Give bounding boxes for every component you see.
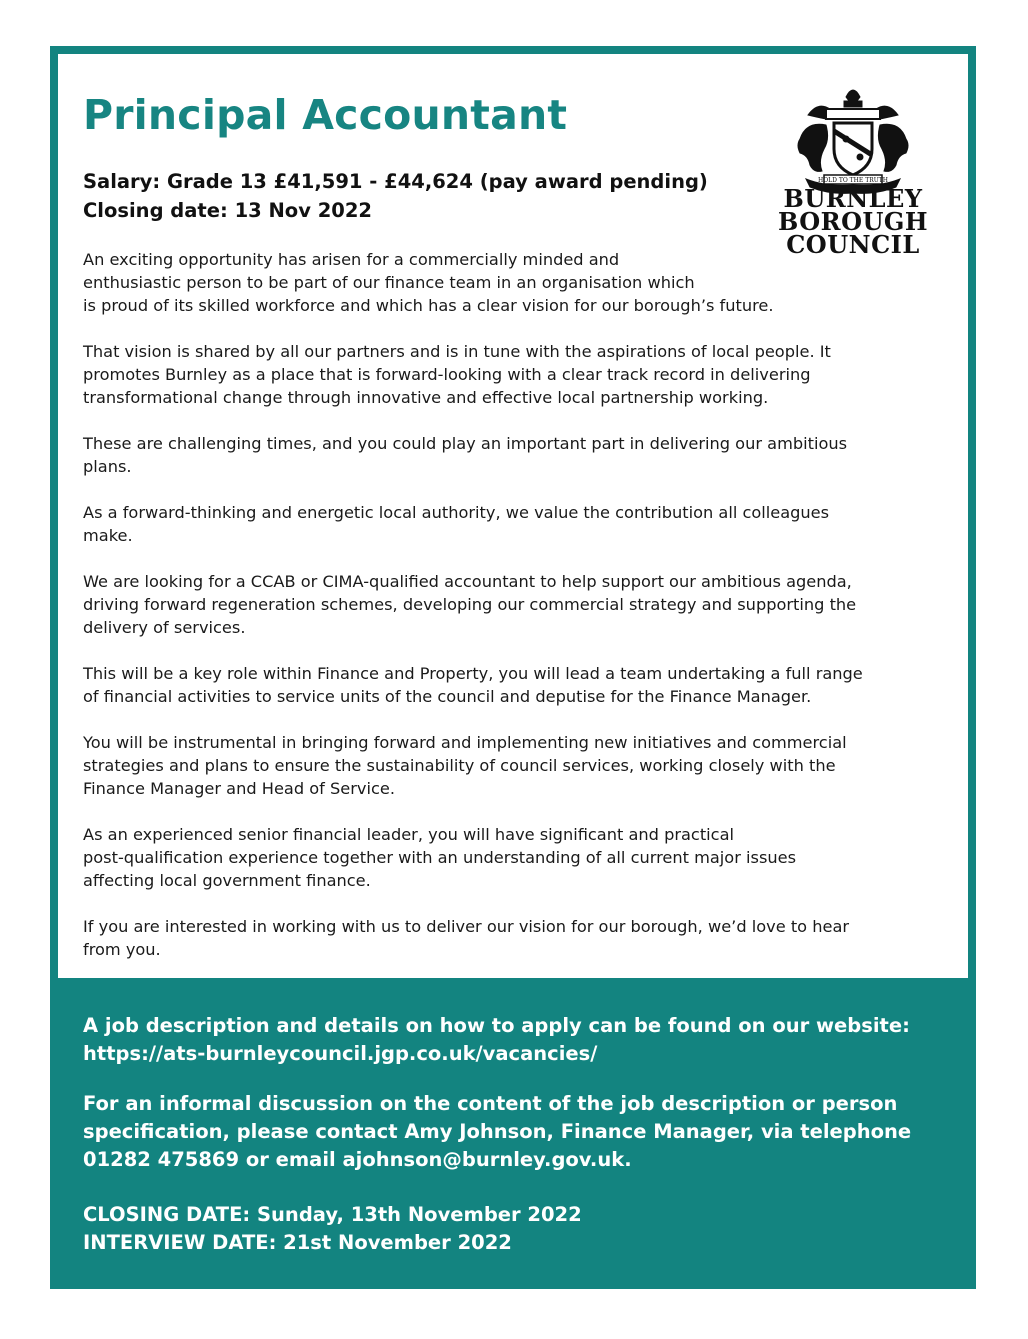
contact-text: For an informal discussion on the content of the job description or person [83, 1092, 898, 1115]
council-name [778, 184, 929, 259]
paragraph: An exciting opportunity has arisen for a commercially minded and enthusiastic person to be part of our finance team in an organisation which is proud of its skilled workforce and which has a clear vision for our borough’s future. [83, 250, 774, 315]
contact-text: specification, please contact Amy Johnson, Finance Manager, via telephone [83, 1120, 912, 1143]
website-intro: A job description and details on how to apply can be found on our website: [83, 1014, 910, 1037]
council-name-line: BOROUGH [778, 207, 929, 236]
council-name-line: COUNCIL [786, 230, 920, 259]
council-name-line: BURNLEY [783, 184, 923, 213]
paragraph: As an experienced senior financial leader, you will have significant and practical post-qualification experience together with an understanding of all current major issues affecting local government finance. [83, 825, 797, 890]
vacancies-link[interactable]: https://ats-burnleycouncil.jgp.co.uk/vacancies/ [83, 1042, 598, 1065]
job-description [83, 248, 943, 984]
salary-line: Salary: Grade 13 £41,591 - £44,624 (pay award pending) [83, 170, 708, 193]
paragraph: That vision is shared by all our partners and is in tune with the aspirations of local people. It promotes Burnley as a place that is forward-looking with a clear track record in delivering transformational change through innovative and effective local partnership working. [83, 342, 831, 407]
paragraph: If you are interested in working with us to deliver our vision for our borough, we’d love to hear from you. [83, 917, 850, 959]
closing-date-line: Closing date: 13 Nov 2022 [83, 199, 372, 222]
closing-date-banner: CLOSING DATE: Sunday, 13th November 2022 [83, 1203, 582, 1226]
paragraph: These are challenging times, and you could play an important part in delivering our ambitious plans. [83, 434, 848, 476]
paragraph: This will be a key role within Finance and Property, you will lead a team undertaking a full range of financial activities to service units of the council and deputise for the Finance Manager. [83, 664, 863, 706]
job-title: Principal Accountant [83, 91, 568, 139]
contact-details[interactable]: 01282 475869 or email ajohnson@burnley.gov.uk. [83, 1148, 632, 1171]
content-panel [58, 54, 968, 978]
paragraph: We are looking for a CCAB or CIMA-qualified accountant to help support our ambitious agenda, driving forward regeneration schemes, developing our commercial strategy and supporting the delivery of services. [83, 572, 857, 637]
logo-motto: HOLD TO THE TRUTH [817, 177, 889, 184]
paragraph: As a forward-thinking and energetic local authority, we value the contribution all colleagues make. [83, 503, 830, 545]
teal-frame [50, 46, 976, 1289]
application-info [83, 1012, 953, 1257]
interview-date-banner: INTERVIEW DATE: 21st November 2022 [83, 1231, 512, 1254]
paragraph: You will be instrumental in bringing forward and implementing new initiatives and commercial strategies and plans to ensure the sustainability of council services, working closely with the Finance Manager and Head of Service. [83, 733, 847, 798]
